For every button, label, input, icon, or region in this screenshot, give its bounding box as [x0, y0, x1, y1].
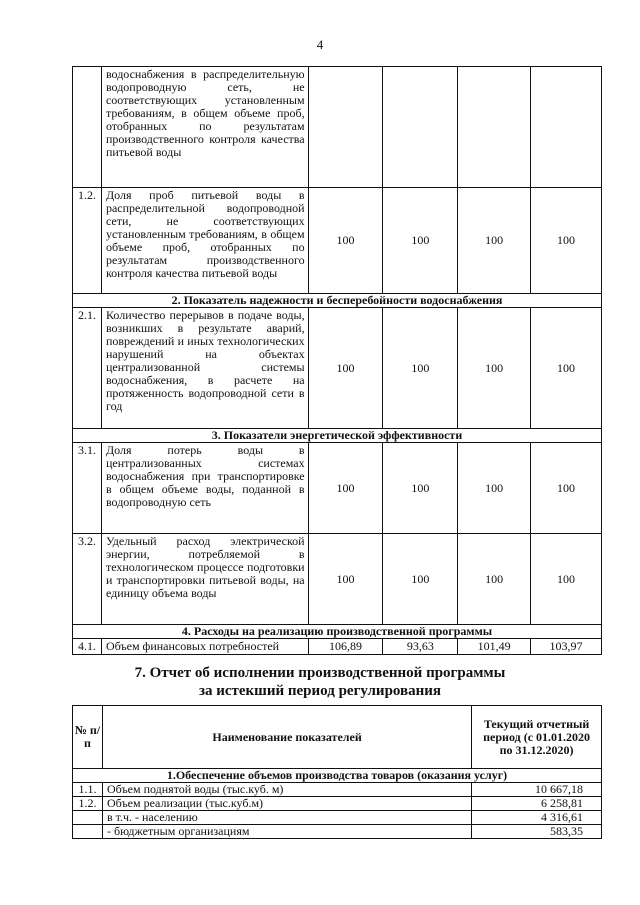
row-number: 3.2.: [73, 534, 102, 625]
row-value: 100: [383, 534, 458, 625]
page-number: 4: [316, 37, 324, 52]
row-description: Удельный расход электрической энергии, потребляемой в технологическом процессе подготовки и транспортировки питьевой воды, на единицу объема воды: [101, 534, 308, 625]
section-row: [73, 769, 602, 783]
section-heading: 2. Показатель надежности и бесперебойности водоснабжения: [73, 294, 602, 308]
row-number: 1.2.: [73, 188, 102, 294]
row-value: 100: [383, 443, 458, 534]
header-number: № п/п: [73, 706, 103, 769]
row-value: 583,35: [472, 825, 602, 839]
section-subtitle: за истекший период регулирования: [198, 683, 442, 699]
row-value: 6 258,81: [472, 797, 602, 811]
row-value: 100: [531, 443, 602, 534]
indicators-table: [72, 66, 602, 655]
section-row: [73, 625, 602, 639]
header-row: [73, 706, 602, 769]
row-name: - бюджетным организациям: [102, 825, 471, 839]
row-value: 100: [383, 188, 458, 294]
program-report-table: [72, 705, 602, 839]
table-row: [73, 308, 602, 429]
row-number: 1.1.: [73, 783, 103, 797]
row-name: Объем поднятой воды (тыс.куб. м): [102, 783, 471, 797]
table-row: [73, 825, 602, 839]
table-row: [73, 797, 602, 811]
row-number: 3.1.: [73, 443, 102, 534]
row-value: 100: [308, 188, 383, 294]
row-name: в т.ч. - населению: [102, 811, 471, 825]
header-name: Наименование показателей: [102, 706, 471, 769]
section-heading: 1.Обеспечение объемов производства товаров (оказания услуг): [73, 769, 602, 783]
table-row: [73, 811, 602, 825]
section-heading: 4. Расходы на реализацию производственной программы: [73, 625, 602, 639]
table-row: [73, 443, 602, 534]
row-value: 100: [458, 443, 531, 534]
row-value: 103,97: [531, 639, 602, 655]
section-title: 7. Отчет об исполнении производственной программы: [134, 665, 506, 681]
table-row: [73, 639, 602, 655]
table-row: [73, 188, 602, 294]
section-heading: 3. Показатели энергетической эффективности: [73, 429, 602, 443]
row-value: 100: [458, 188, 531, 294]
row-value: 100: [531, 308, 602, 429]
row-value: 100: [531, 188, 602, 294]
section-row: [73, 294, 602, 308]
row-value: 100: [308, 308, 383, 429]
row-number: 2.1.: [73, 308, 102, 429]
row-number: 1.2.: [73, 797, 103, 811]
row-name: Объем реализации (тыс.куб.м): [102, 797, 471, 811]
row-value: 10 667,18: [472, 783, 602, 797]
row-value: 106,89: [308, 639, 383, 655]
row-description: Объем финансовых потребностей: [101, 639, 308, 655]
table-row: [73, 67, 602, 188]
row-number: 4.1.: [73, 639, 102, 655]
header-period: Текущий отчетный период (с 01.01.2020 по 31.12.2020): [472, 706, 602, 769]
row-value: 101,49: [458, 639, 531, 655]
row-description: Доля проб питьевой воды в распределительной водопроводной сети, не соответствующих установленным требованиям, в общем объеме проб, отобранных по результатам производственного контроля качества питьевой воды: [101, 188, 308, 294]
row-value: 93,63: [383, 639, 458, 655]
row-value: 100: [458, 308, 531, 429]
row-value: 100: [531, 534, 602, 625]
row-description: Доля потерь воды в централизованных системах водоснабжения при транспортировке в общем объеме воды, поданной в водопроводную сеть: [101, 443, 308, 534]
row-value: 4 316,61: [472, 811, 602, 825]
row-description: водоснабжения в распределительную водопроводную сеть, не соответствующих установленным требованиям, в общем объеме проб, отобранных по результатам производственного контроля качества питьевой воды: [101, 67, 308, 188]
row-value: 100: [383, 308, 458, 429]
table-row: [73, 783, 602, 797]
row-number: [73, 67, 102, 188]
row-number: [73, 825, 103, 839]
row-number: [73, 811, 103, 825]
row-value: 100: [308, 443, 383, 534]
row-value: 100: [308, 534, 383, 625]
table-row: [73, 534, 602, 625]
section-row: [73, 429, 602, 443]
row-value: 100: [458, 534, 531, 625]
row-description: Количество перерывов в подаче воды, возникших в результате аварий, повреждений и иных технологических нарушений на объектах централизованной системы водоснабжения, в расчете на протяженность водопроводной сети в год: [101, 308, 308, 429]
